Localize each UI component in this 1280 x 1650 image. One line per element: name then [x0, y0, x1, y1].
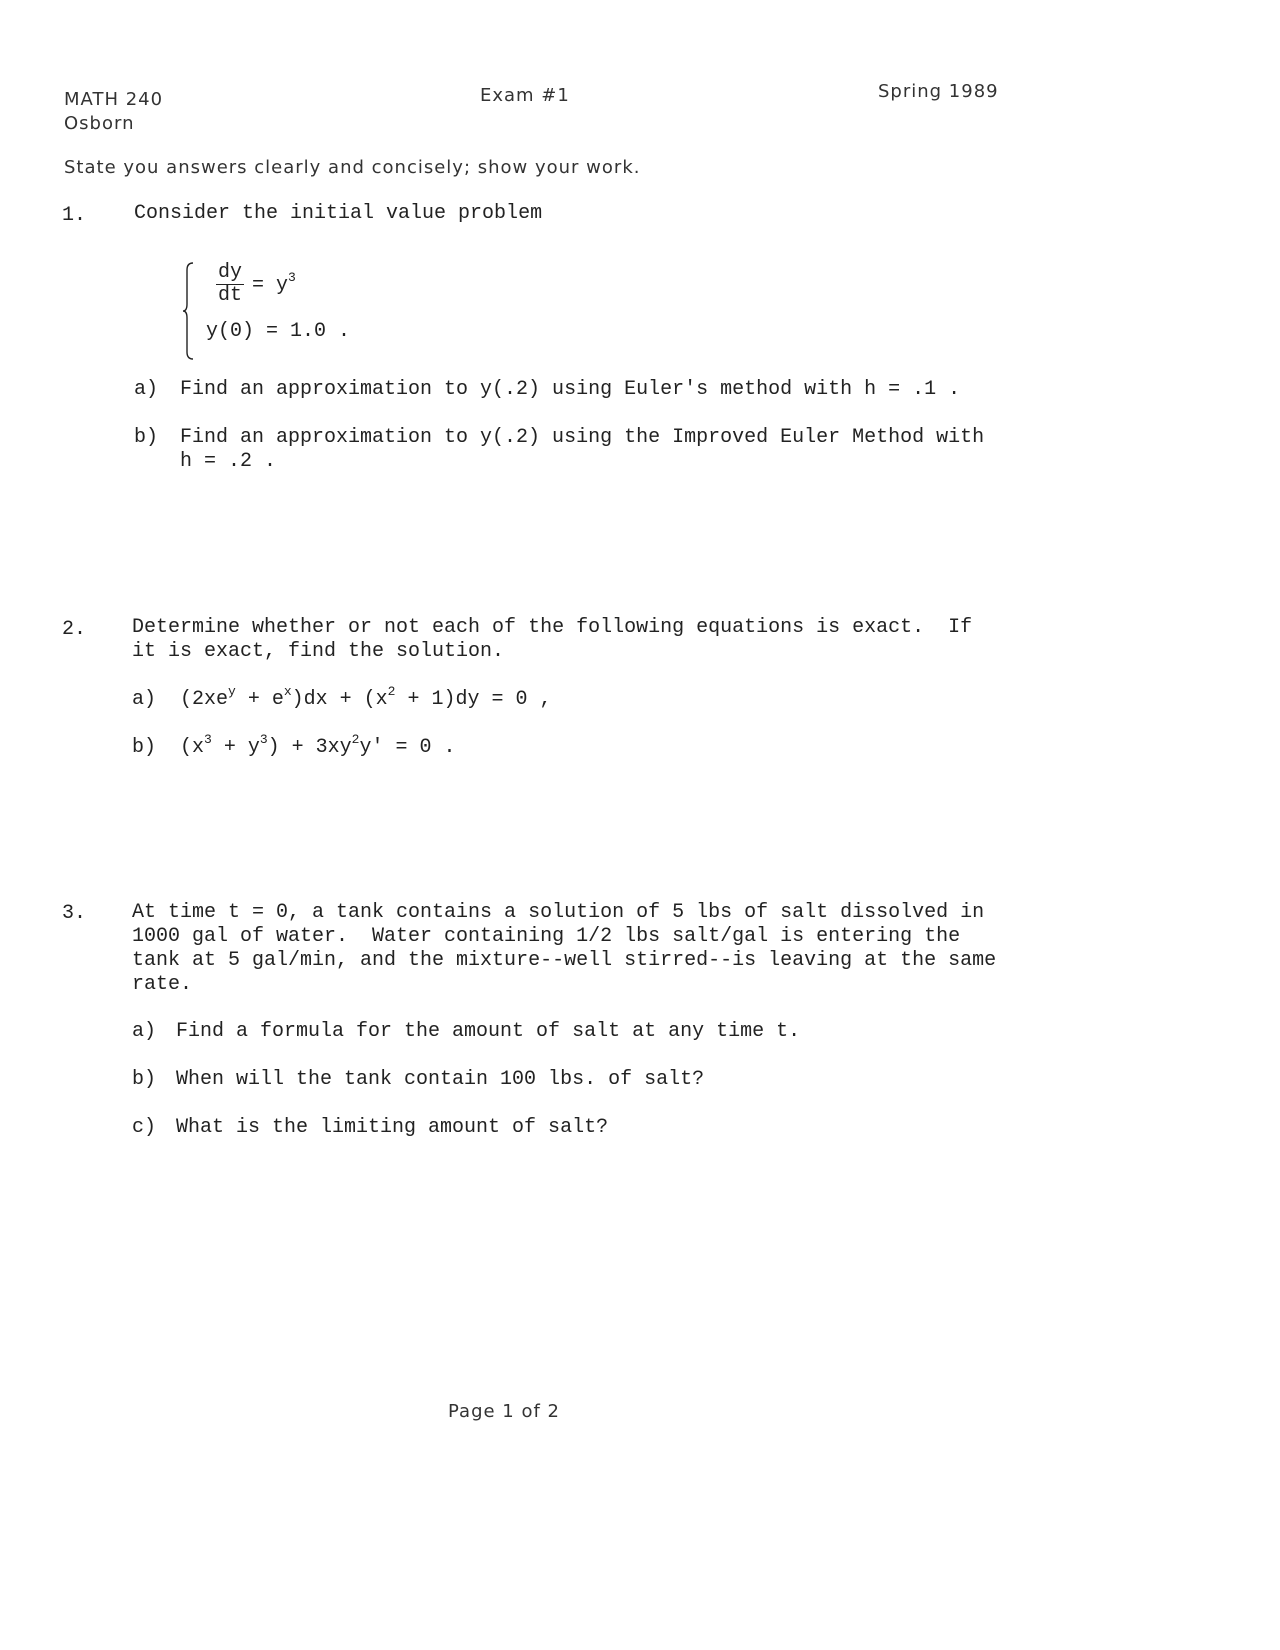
question-3-line: rate. [132, 973, 193, 996]
eq-part: )dx + (x [291, 688, 388, 711]
eq-part: ) + 3xy [267, 736, 352, 759]
initial-condition: y(0) = 1.0 . [206, 320, 351, 343]
q1b-label: b) [134, 426, 159, 449]
exam-term: Spring 1989 [878, 81, 999, 102]
instructions: State you answers clearly and concisely; show your work. [64, 157, 641, 178]
question-1-text: Consider the initial value problem [134, 202, 543, 225]
eq-exponent: x [283, 684, 292, 699]
instructor-name: Osborn [64, 113, 135, 134]
exam-title: Exam #1 [480, 85, 570, 106]
page-number: Page 1 of 2 [448, 1401, 560, 1422]
q3a-label: a) [132, 1020, 157, 1043]
q3c-text: What is the limiting amount of salt? [176, 1116, 609, 1139]
fraction-denominator: dt [217, 284, 242, 307]
eq-part: + y [211, 736, 260, 759]
q3a-text: Find a formula for the amount of salt at any time t. [176, 1020, 801, 1043]
q3b-label: b) [132, 1068, 157, 1091]
q2a-equation [180, 684, 552, 712]
eq-part: (x [180, 736, 205, 759]
q2b-equation [180, 732, 456, 760]
q1a-text: Find an approximation to y(.2) using Euler's method with h = .1 . [180, 378, 961, 401]
eq-exponent: 2 [351, 732, 360, 747]
question-3-line: tank at 5 gal/min, and the mixture--well stirred--is leaving at the same [132, 949, 997, 972]
question-3-line: 1000 gal of water. Water containing 1/2 lbs salt/gal is entering the [132, 925, 961, 948]
eq-part: + 1)dy = 0 , [395, 688, 552, 711]
q1b-text-line1: Find an approximation to y(.2) using the Improved Euler Method with [180, 426, 985, 449]
q3c-label: c) [132, 1116, 157, 1139]
question-3-line: At time t = 0, a tank contains a solution of 5 lbs of salt dissolved in [132, 901, 985, 924]
eq-part: (2xe [180, 688, 229, 711]
eq-exponent: 2 [387, 684, 396, 699]
ode-rhs-exponent: 3 [288, 270, 296, 285]
q1b-text-line2: h = .2 . [180, 450, 277, 473]
q3b-text: When will the tank contain 100 lbs. of salt? [176, 1068, 705, 1091]
fraction-numerator: dy [217, 261, 242, 284]
q2b-label: b) [132, 736, 157, 759]
derivative-fraction [216, 262, 244, 307]
course-code: MATH 240 [64, 89, 164, 110]
question-3-number: 3. [62, 902, 87, 925]
eq-exponent: y [228, 684, 236, 699]
ode-rhs-text: = y [252, 274, 289, 297]
question-1-number: 1. [62, 204, 87, 227]
eq-exponent: 3 [204, 732, 212, 747]
eq-part: y' = 0 . [359, 736, 456, 759]
question-2-line2: it is exact, find the solution. [132, 640, 505, 663]
q1a-label: a) [134, 378, 159, 401]
ode-rhs [252, 270, 296, 298]
eq-part: + e [235, 688, 284, 711]
q2a-label: a) [132, 688, 157, 711]
question-2-line1: Determine whether or not each of the following equations is exact. If [132, 616, 973, 639]
brace-icon [182, 262, 194, 360]
eq-exponent: 3 [259, 732, 268, 747]
question-2-number: 2. [62, 618, 87, 641]
